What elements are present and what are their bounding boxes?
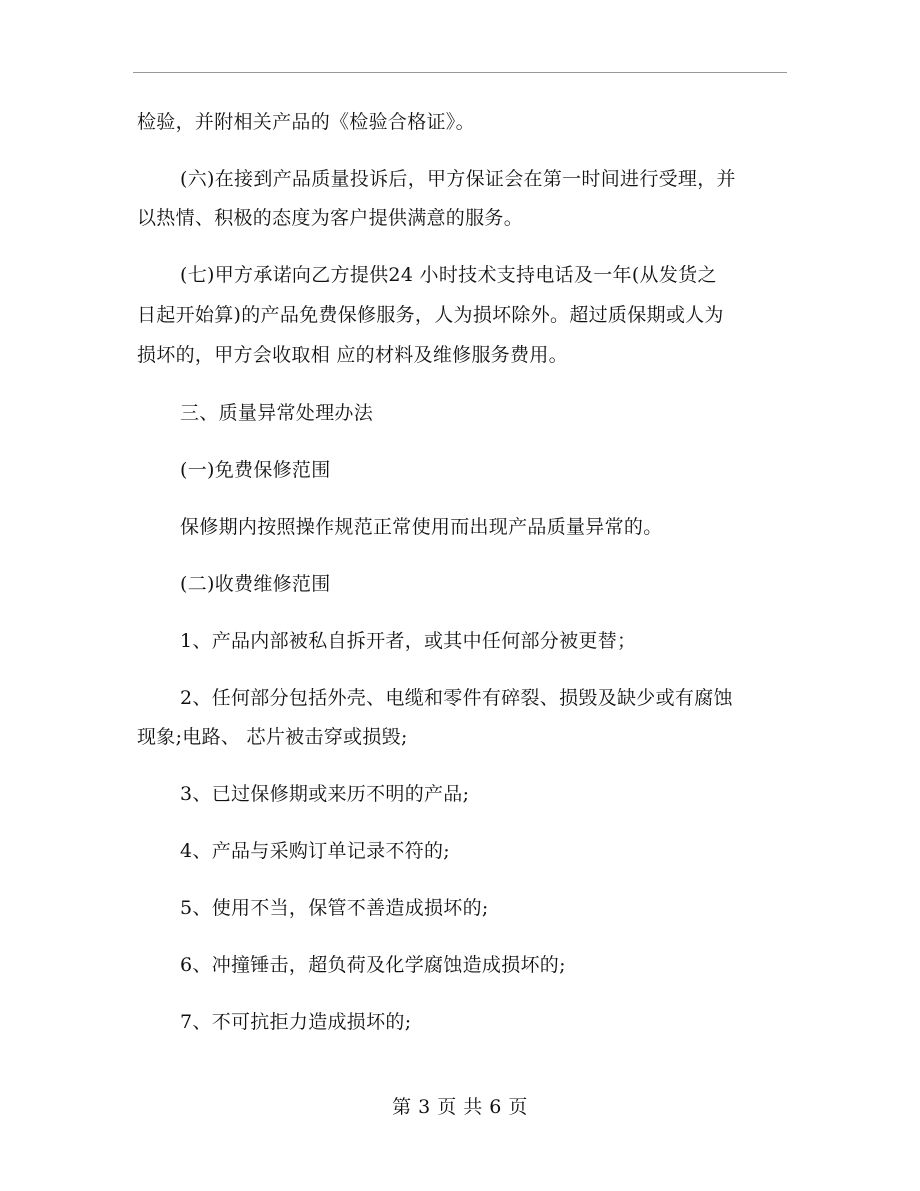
subsection-heading: (二)收费维修范围 (180, 573, 331, 595)
text-line: 日起开始算)的产品免费保修服务，人为损坏除外。超过质保期或人为 (137, 304, 724, 326)
list-item: 7、不可抗拒力造成损坏的; (180, 1011, 412, 1033)
list-item: 3、已过保修期或来历不明的产品; (180, 783, 470, 805)
subsection-heading: (一)免费保修范围 (180, 459, 331, 481)
text-line: (七)甲方承诺向乙方提供24 小时技术支持电话及一年(从发货之 (180, 264, 717, 286)
text-line: 检验，并附相关产品的《检验合格证》。 (137, 111, 475, 133)
list-item: 5、使用不当，保管不善造成损坏的; (180, 897, 489, 919)
list-item: 4、产品与采购订单记录不符的; (180, 840, 450, 862)
list-item: 6、冲撞锤击，超负荷及化学腐蚀造成损坏的; (180, 954, 566, 976)
page-number: 第 3 页 共 6 页 (392, 1096, 528, 1118)
list-item-continuation: 现象;电路、 芯片被击穿或损毁; (137, 726, 408, 748)
header-rule (133, 72, 787, 73)
list-item: 2、任何部分包括外壳、电缆和零件有碎裂、损毁及缺少或有腐蚀 (180, 687, 733, 709)
section-heading: 三、质量异常处理办法 (180, 402, 374, 424)
list-item: 1、产品内部被私自拆开者，或其中任何部分被更替； (180, 630, 637, 652)
text-line: 以热情、积极的态度为客户提供满意的服务。 (137, 207, 524, 229)
text-line: 保修期内按照操作规范正常使用而出现产品质量异常的。 (180, 516, 663, 538)
text-line: (六)在接到产品质量投诉后，甲方保证会在第一时间进行受理，并 (180, 168, 736, 190)
text-line: 损坏的，甲方会收取相 应的材料及维修服务费用。 (137, 344, 568, 366)
